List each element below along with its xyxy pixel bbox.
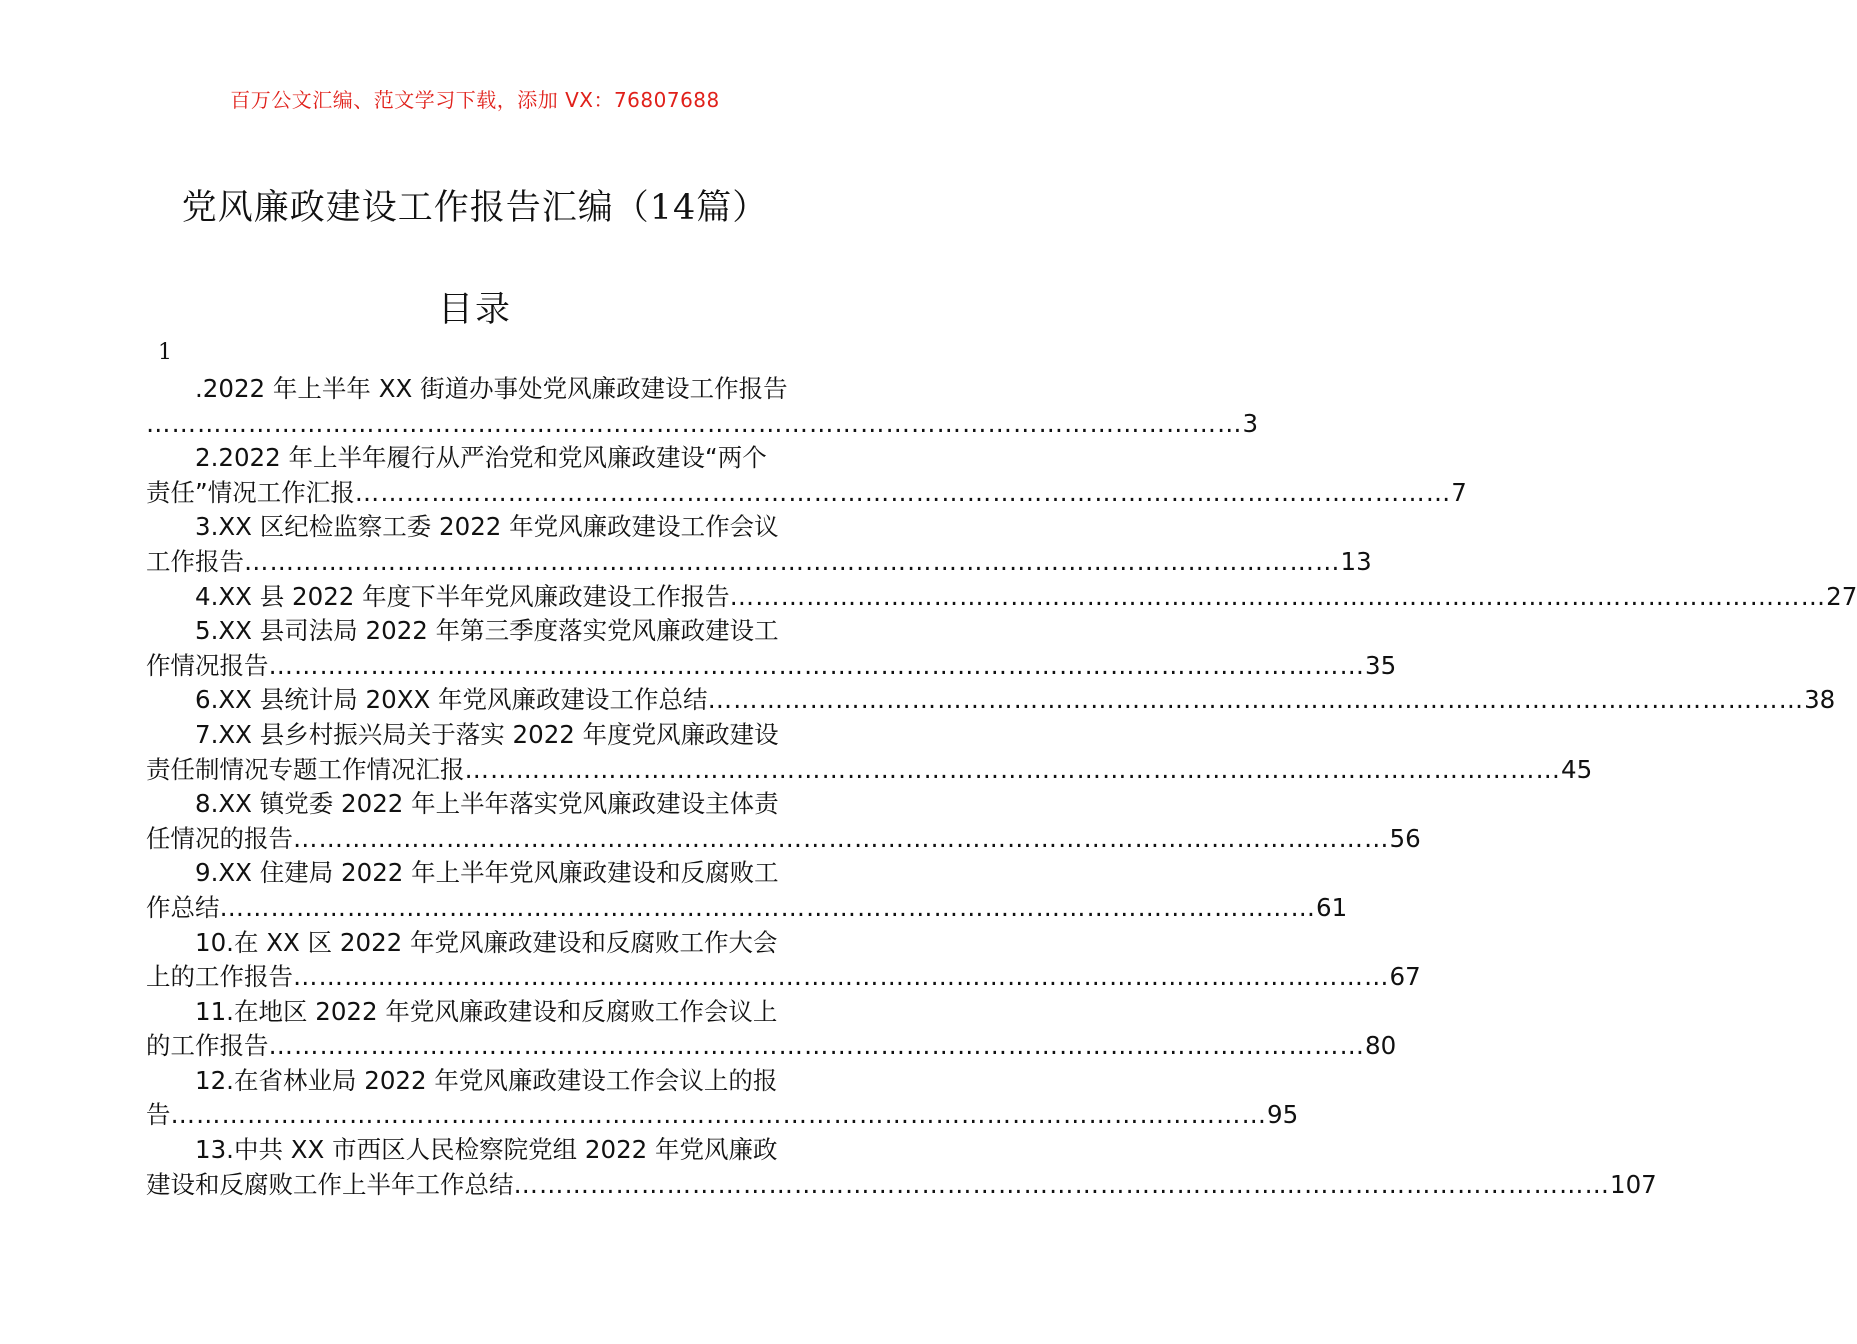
toc-page-number: 3 [1242, 408, 1259, 438]
leader-dots: ………………………………………………………………………………………………………………… [146, 408, 1243, 438]
leader-dots: ………………………………………………………………………………………………………………… [293, 962, 1390, 992]
toc-entry-title: 5.XX 县司法局 2022 年第三季度落实党风廉政建设工 [195, 616, 779, 646]
toc-entry-title: 10.在 XX 区 2022 年党风廉政建设和反腐败工作大会 [195, 927, 778, 957]
toc-heading: 目录 [437, 290, 512, 330]
toc-page-number: 95 [1267, 1100, 1299, 1130]
title-count: 14 [649, 188, 697, 228]
leader-dots: ………………………………………………………………………………………………………………… [170, 1100, 1267, 1130]
toc-entry-title: 2.2022 年上半年履行从严治党和党风廉政建设“两个 [195, 443, 767, 473]
toc-page-number: 38 [1804, 685, 1836, 715]
toc-entry-title: 11.在地区 2022 年党风廉政建设和反腐败工作会议上 [195, 996, 778, 1026]
toc-entry[interactable] [146, 995, 1397, 1064]
toc-page-number: 27 [1826, 581, 1857, 611]
toc-entry-title: 7.XX 县乡村振兴局关于落实 2022 年度党风廉政建设 [195, 719, 779, 749]
toc-entry[interactable] [146, 683, 1836, 718]
leader-dots: ………………………………………………………………………………………………………………… [729, 581, 1827, 611]
leader-dots: ………………………………………………………………………………………………………………… [707, 685, 1805, 715]
leader-dots: ………………………………………………………………………………………………………………… [219, 892, 1316, 922]
leader-dots: ………………………………………………………………………………………………………………… [268, 1031, 1365, 1061]
toc-entry-title-cont: 告 [146, 1100, 171, 1130]
toc-entry-title-cont: 工作报告 [146, 546, 244, 576]
toc-page-number: 45 [1561, 754, 1593, 784]
toc-entry[interactable] [146, 926, 1421, 995]
toc-entry[interactable] [146, 718, 1593, 787]
toc-entry-title: 13.中共 XX 市西区人民检察院党组 2022 年党风廉政 [195, 1135, 778, 1165]
toc-entry[interactable] [146, 856, 1348, 925]
toc-entry[interactable] [146, 510, 1372, 579]
toc-entry-title: 9.XX 住建局 2022 年上半年党风廉政建设和反腐败工 [195, 858, 779, 888]
toc-page-number: 56 [1389, 823, 1421, 853]
leader-dots: ………………………………………………………………………………………………………………… [268, 650, 1365, 680]
toc-entry[interactable] [146, 614, 1397, 683]
toc-entry[interactable] [146, 372, 1259, 441]
toc-entry-title-cont: 责任”情况工作汇报 [146, 477, 355, 507]
toc-entry-title-cont: 作情况报告 [146, 650, 269, 680]
toc-page-number: 13 [1340, 546, 1372, 576]
toc-entry-title-cont: 责任制情况专题工作情况汇报 [146, 754, 465, 784]
toc-page-number: 35 [1365, 650, 1397, 680]
leader-dots: ………………………………………………………………………………………………………………… [464, 754, 1561, 784]
toc-entry-title-cont: 作总结 [146, 892, 220, 922]
toc-entry-title-cont: 建设和反腐败工作上半年工作总结 [146, 1169, 514, 1199]
toc-page-number: 61 [1316, 892, 1348, 922]
toc-page-number: 80 [1365, 1031, 1397, 1061]
watermark-banner: 百万公文汇编、范文学习下载，添加 VX：76807688 [230, 88, 720, 112]
toc-entry-title: .2022 年上半年 XX 街道办事处党风廉政建设工作报告 [195, 374, 788, 403]
stray-number: 1 [158, 340, 172, 365]
toc-page-number: 67 [1389, 962, 1421, 992]
toc-entry-title: 4.XX 县 2022 年度下半年党风廉政建设工作报告 [195, 581, 730, 611]
table-of-contents [146, 372, 1857, 1202]
title-suffix: 篇） [696, 188, 769, 228]
leader-dots: ………………………………………………………………………………………………………………… [354, 477, 1452, 507]
toc-entry[interactable] [146, 580, 1857, 615]
document-title [0, 180, 950, 230]
toc-entry[interactable] [146, 1064, 1299, 1133]
leader-dots: ………………………………………………………………………………………………………………… [293, 823, 1390, 853]
toc-entry-title-cont: 的工作报告 [146, 1031, 269, 1061]
toc-entry-title-cont: 任情况的报告 [146, 823, 293, 853]
leader-dots: ………………………………………………………………………………………………………………… [513, 1169, 1610, 1199]
toc-entry[interactable] [146, 441, 1467, 510]
toc-entry-title: 6.XX 县统计局 20XX 年党风廉政建设工作总结 [195, 685, 708, 715]
toc-entry-title-cont: 上的工作报告 [146, 962, 293, 992]
title-prefix: 党风廉政建设工作报告汇编（ [181, 188, 650, 228]
toc-entry-title: 3.XX 区纪检监察工委 2022 年党风廉政建设工作会议 [195, 512, 779, 542]
toc-page-number: 107 [1610, 1169, 1657, 1199]
toc-page-number: 7 [1451, 477, 1467, 507]
toc-entry[interactable] [146, 1133, 1657, 1202]
toc-entry[interactable] [146, 787, 1421, 856]
toc-entry-title: 8.XX 镇党委 2022 年上半年落实党风廉政建设主体责 [195, 789, 779, 819]
toc-entry-title: 12.在省林业局 2022 年党风廉政建设工作会议上的报 [195, 1065, 778, 1095]
leader-dots: ………………………………………………………………………………………………………………… [244, 546, 1341, 576]
